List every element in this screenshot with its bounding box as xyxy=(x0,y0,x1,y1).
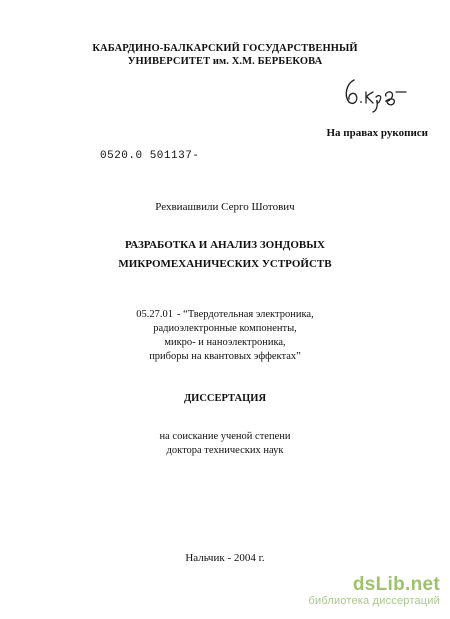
title-line-2: МИКРОМЕХАНИЧЕСКИХ УСТРОЙСТВ xyxy=(118,258,332,270)
watermark xyxy=(308,574,440,608)
specialty-line-2: радиоэлектронные компоненты, xyxy=(153,323,297,334)
specialty-block xyxy=(0,308,450,364)
degree-line-1: на соискание ученой степени xyxy=(159,431,291,442)
specialty-line-3: микро- и наноэлектроника, xyxy=(164,337,286,348)
dissertation-title xyxy=(0,236,450,274)
watermark-brand: dsLib.net xyxy=(352,574,440,595)
degree-block xyxy=(0,430,450,458)
place-and-year: Нальчик - 2004 г. xyxy=(185,552,265,564)
specialty-name-start: - “Твердотельная электроника, xyxy=(177,309,314,320)
handwritten-note xyxy=(340,74,410,114)
specialty-line-1 xyxy=(0,308,450,322)
manuscript-rights-note: На правах рукописи xyxy=(326,127,428,139)
specialty-code: 05.27.01 xyxy=(136,309,174,320)
catalog-code: 0520.0 501137- xyxy=(100,150,200,162)
watermark-subtitle: библиотека диссертаций xyxy=(308,595,440,607)
university-name xyxy=(0,42,450,68)
university-line-2: УНИВЕРСИТЕТ им. Х.М. БЕРБЕКОВА xyxy=(127,56,323,67)
university-line-1: КАБАРДИНО-БАЛКАРСКИЙ ГОСУДАРСТВЕННЫЙ xyxy=(92,43,358,54)
author-name: Рехвиашвили Серго Шотович xyxy=(155,201,295,213)
specialty-line-4: приборы на квантовых эффектах” xyxy=(149,351,301,362)
title-line-1: РАЗРАБОТКА И АНАЛИЗ ЗОНДОВЫХ xyxy=(125,239,325,251)
document-type: ДИССЕРТАЦИЯ xyxy=(183,393,267,404)
degree-line-2: доктора технических наук xyxy=(166,445,284,456)
